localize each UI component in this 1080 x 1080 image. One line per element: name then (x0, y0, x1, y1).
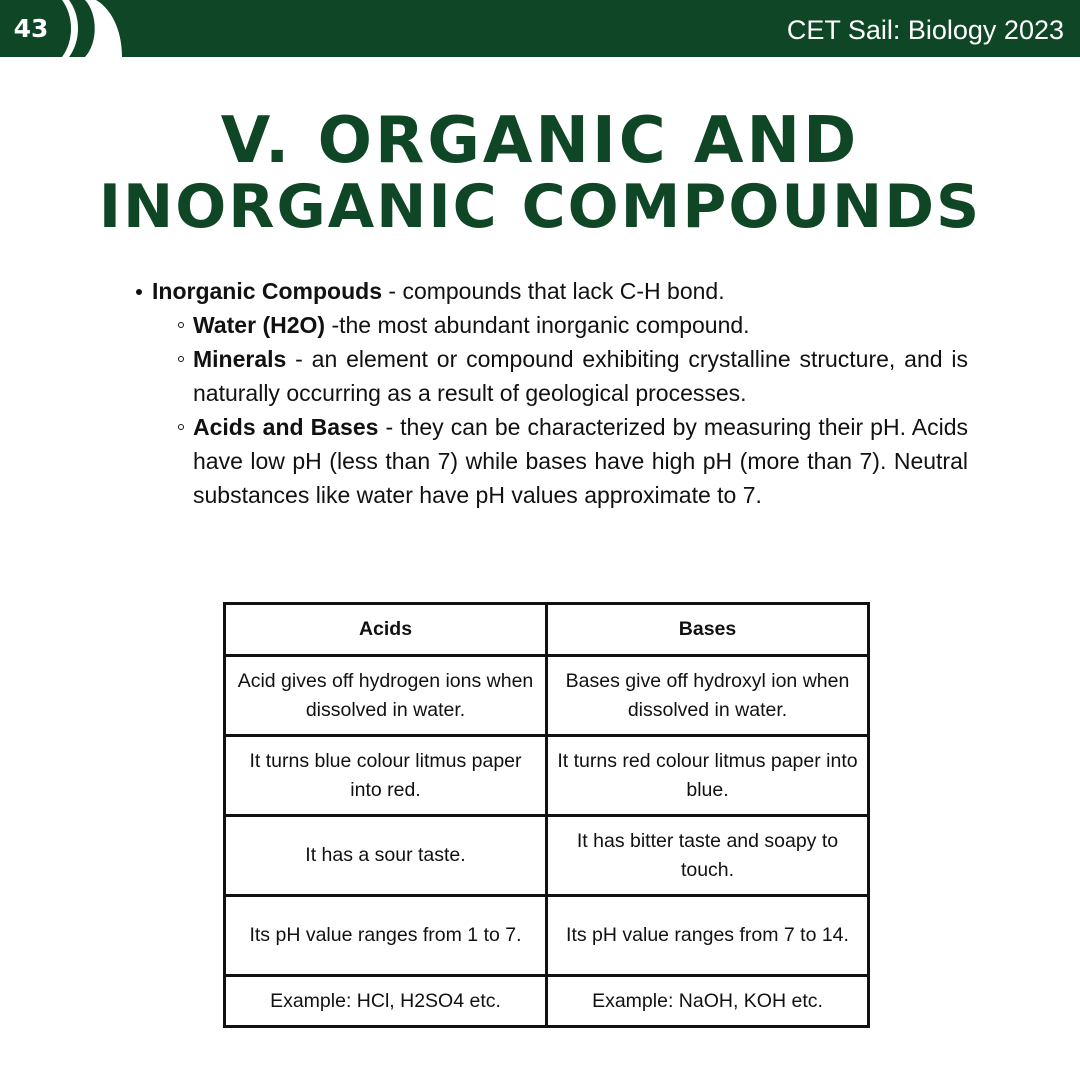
subitem-text: -the most abundant inorganic compound. (325, 312, 750, 338)
table-header-row (225, 604, 869, 656)
content-body (134, 274, 968, 512)
table-row (225, 816, 869, 896)
table-cell: It turns blue colour litmus paper into red. (225, 736, 547, 816)
table-cell: Bases give off hydroxyl ion when dissolved in water. (547, 656, 869, 736)
acids-bases-table (223, 602, 870, 1028)
table-cell: Its pH value ranges from 1 to 7. (225, 896, 547, 976)
table-cell: It turns red colour litmus paper into blue. (547, 736, 869, 816)
page-title-line-2: INORGANIC COMPOUNDS (98, 172, 982, 242)
header-title: CET Sail: Biology 2023 (786, 15, 1064, 45)
page-title (0, 104, 1080, 242)
page-title-line-1: V. ORGANIC AND (220, 104, 860, 178)
column-header-acids: Acids (225, 604, 547, 656)
table-row (225, 896, 869, 976)
bullet-text: - compounds that lack C-H bond. (382, 278, 725, 304)
column-header-bases: Bases (547, 604, 869, 656)
subitem-term: Minerals (193, 346, 287, 372)
subitem-term: Acids and Bases (193, 414, 379, 440)
subitem-term: Water (H2O) (193, 312, 326, 338)
subitem-text: - they can be characterized by measuring their pH. Acids have low pH (less than 7) while bases have high pH (more than 7). Neutral substances like water have pH values approximate to 7. (193, 414, 968, 508)
table-row (225, 736, 869, 816)
bullet-inorganic-compounds (134, 274, 968, 308)
bullet-dot-icon (136, 289, 142, 295)
table-cell: Acid gives off hydrogen ions when dissolved in water. (225, 656, 547, 736)
page-number: 43 (13, 14, 49, 43)
table-row (225, 976, 869, 1027)
page-header (0, 0, 1080, 57)
subitem-water (193, 308, 968, 342)
table-cell: It has a sour taste. (225, 816, 547, 896)
circle-bullet-icon (178, 356, 184, 362)
table-cell: Example: NaOH, KOH etc. (547, 976, 869, 1027)
table-cell: Its pH value ranges from 7 to 14. (547, 896, 869, 976)
subitem-text: - an element or compound exhibiting crystalline structure, and is naturally occurring as a result of geological processes. (193, 346, 968, 406)
swoosh-decoration-icon (58, 0, 128, 57)
table-cell: It has bitter taste and soapy to touch. (547, 816, 869, 896)
subitem-acids-bases (193, 410, 968, 512)
circle-bullet-icon (178, 424, 184, 430)
bullet-term: Inorganic Compouds (152, 278, 382, 304)
circle-bullet-icon (178, 322, 184, 328)
subitem-minerals (193, 342, 968, 410)
table-row (225, 656, 869, 736)
table-cell: Example: HCl, H2SO4 etc. (225, 976, 547, 1027)
